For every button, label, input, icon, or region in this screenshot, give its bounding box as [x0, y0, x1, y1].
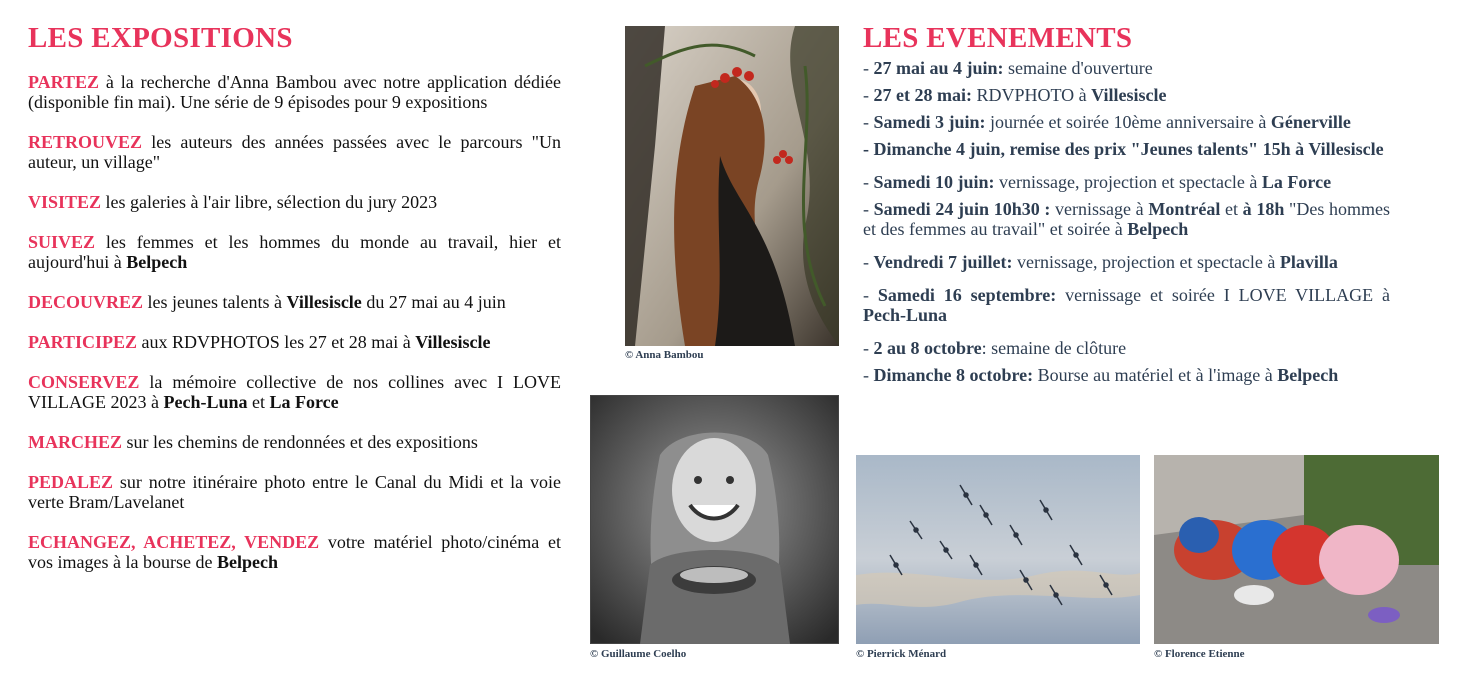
place-or-date-bold: à 18h [1242, 199, 1285, 219]
item-text: - [863, 365, 874, 385]
place-or-date-bold: Villesiscle [1091, 85, 1167, 105]
exposition-keyword: CONSERVEZ [28, 372, 140, 392]
exposition-item [28, 372, 561, 412]
exposition-item [28, 532, 561, 572]
item-text: les auteurs des années passées avec le parcours "Un auteur, un village" [28, 132, 561, 172]
place-or-date-bold: 27 mai au 4 juin: [873, 58, 1004, 78]
photo-anna-bambou [625, 26, 839, 346]
photo-pierrick-menard [856, 455, 1140, 644]
exposition-keyword: SUIVEZ [28, 232, 96, 252]
item-text: - [863, 58, 874, 78]
place-or-date-bold: Dimanche 8 octobre: [873, 365, 1034, 385]
item-text: vernissage à [1050, 199, 1149, 219]
place-or-date-bold: Villesiscle [415, 332, 491, 352]
item-text: - [863, 338, 874, 358]
evenement-item [863, 58, 1390, 78]
item-text: - [863, 199, 874, 219]
exposition-item [28, 192, 561, 212]
item-text: semaine d'ouverture [1003, 58, 1153, 78]
item-text: journée et soirée 10ème anniversaire à [985, 112, 1271, 132]
place-or-date-bold: Samedi 24 juin 10h30 : [873, 199, 1051, 219]
item-text: aux RDVPHOTOS les 27 et 28 mai à [137, 332, 416, 352]
place-or-date-bold: Samedi 10 juin: [873, 172, 995, 192]
place-or-date-bold: Pech-Luna [863, 305, 948, 325]
item-text: - [863, 85, 874, 105]
place-or-date-bold: - Dimanche 4 juin, remise des prix "Jeunes talents" 15h à Villesiscle [863, 139, 1384, 159]
item-text: les femmes et les hommes du monde au travail, hier et aujourd'hui à [28, 232, 561, 272]
place-or-date-bold: Pech-Luna [163, 392, 248, 412]
place-or-date-bold: Samedi 3 juin: [873, 112, 986, 132]
evenement-item [863, 252, 1390, 272]
place-or-date-bold: Villesiscle [286, 292, 362, 312]
evenement-item [863, 112, 1390, 132]
place-or-date-bold: Vendredi 7 juillet: [873, 252, 1013, 272]
place-or-date-bold: La Force [1261, 172, 1332, 192]
item-text: sur les chemins de rendonnées et des expositions [122, 432, 478, 452]
exposition-item [28, 472, 561, 512]
evenement-item [863, 139, 1390, 159]
exposition-keyword: PARTEZ [28, 72, 100, 92]
item-text: et [247, 392, 270, 412]
exposition-keyword: PARTICIPEZ [28, 332, 138, 352]
item-text: - [863, 172, 874, 192]
item-text: - [863, 285, 878, 305]
expositions-title: LES EXPOSITIONS [28, 22, 293, 54]
photo-credit-coelho: © Guillaume Coelho [590, 648, 687, 660]
item-text: Bourse au matériel et à l'image à [1033, 365, 1278, 385]
evenement-item [863, 338, 1390, 358]
evenements-title: LES EVENEMENTS [863, 22, 1133, 54]
smiling-child-image [590, 395, 839, 644]
birds-over-water-image [856, 455, 1140, 644]
item-text: votre matériel photo/cinéma et vos images à la bourse de [28, 532, 561, 572]
photo-florence-etienne [1154, 455, 1439, 644]
exposition-keyword: MARCHEZ [28, 432, 122, 452]
item-text: et [1220, 199, 1243, 219]
item-text: vernissage, projection et spectacle à [1012, 252, 1280, 272]
item-text: les galeries à l'air libre, sélection du jury 2023 [101, 192, 438, 212]
item-text: à la recherche d'Anna Bambou avec notre application dédiée (disponible fin mai). Une série de 9 épisodes pour 9 expositions [28, 72, 561, 112]
item-text: : semaine de clôture [981, 338, 1127, 358]
evenement-item [863, 285, 1390, 325]
place-or-date-bold: 2 au 8 octobre [873, 338, 982, 358]
place-or-date-bold: La Force [269, 392, 339, 412]
evenement-item [863, 172, 1390, 192]
evenement-item [863, 199, 1390, 239]
evenement-item [863, 85, 1390, 105]
exposition-keyword: VISITEZ [28, 192, 102, 212]
exposition-item [28, 232, 561, 272]
expositions-list [28, 72, 561, 592]
photo-credit-anna: © Anna Bambou [625, 349, 704, 361]
place-or-date-bold: Samedi 16 septembre: [877, 285, 1057, 305]
evenement-item [863, 365, 1390, 385]
evenements-list [863, 58, 1390, 385]
children-playing-image [1154, 455, 1439, 644]
place-or-date-bold: Belpech [1127, 219, 1189, 239]
place-or-date-bold: Belpech [126, 252, 188, 272]
exposition-item [28, 332, 561, 352]
exposition-item [28, 72, 561, 112]
place-or-date-bold: Belpech [1277, 365, 1339, 385]
item-text: sur notre itinéraire photo entre le Canal du Midi et la voie verte Bram/Lavelanet [28, 472, 561, 512]
item-text: RDVPHOTO à [971, 85, 1092, 105]
place-or-date-bold: Plavilla [1279, 252, 1338, 272]
exposition-item [28, 132, 561, 172]
exposition-item [28, 292, 561, 312]
place-or-date-bold: Génerville [1270, 112, 1351, 132]
item-text: du 27 mai au 4 juin [361, 292, 506, 312]
exposition-keyword: DECOUVREZ [28, 292, 144, 312]
item-text: - [863, 112, 874, 132]
place-or-date-bold: Montréal [1148, 199, 1221, 219]
item-text: vernissage, projection et spectacle à [994, 172, 1262, 192]
exposition-item [28, 432, 561, 452]
item-text: "Des hommes et des femmes au travail" et soirée à [863, 199, 1391, 239]
exposition-keyword: RETROUVEZ [28, 132, 143, 152]
place-or-date-bold: Belpech [216, 552, 278, 572]
exposition-keyword: PEDALEZ [28, 472, 114, 492]
item-text: - [863, 252, 874, 272]
portrait-woman-image [625, 26, 839, 346]
place-or-date-bold: 27 et 28 mai: [873, 85, 972, 105]
photo-guillaume-coelho [590, 395, 839, 644]
exposition-keyword: ECHANGEZ, ACHETEZ, VENDEZ [28, 532, 320, 552]
photo-credit-menard: © Pierrick Ménard [856, 648, 947, 660]
item-text: la mémoire collective de nos collines avec I LOVE VILLAGE 2023 à [28, 372, 561, 412]
item-text: vernissage et soirée I LOVE VILLAGE à [1056, 285, 1390, 305]
item-text: les jeunes talents à [143, 292, 287, 312]
photo-credit-etienne: © Florence Etienne [1154, 648, 1245, 660]
